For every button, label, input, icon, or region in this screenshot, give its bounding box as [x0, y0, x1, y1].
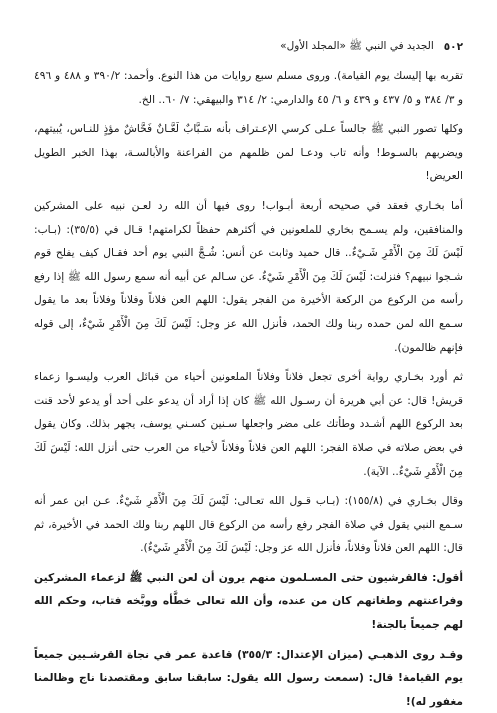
- running-title: الجديد في النبي ﷺ «المجلد الأول»: [280, 39, 434, 52]
- body-paragraph: وقال بخـاري في (١٥٥/٨): (بـاب قـول الله تعـالى: لَيْسَ لَكَ مِنَ الْأَمْرِ شَيْءٌ. عـن ابن عمر أنه سـمع النبي يقول في صلاة الفجر رفع رأسه من الركوع قال اللهم ربنا ولك الحمد في الأخيرة، ثم قال: اللهم العن فلاناً وفلاناً، فأنزل الله عز وجل: لَيْسَ لَكَ مِنَ الْأَمْرِ شَيْءٌ).: [34, 494, 463, 555]
- page-number: ٥٠٢: [443, 41, 463, 53]
- body-paragraph: أما بخـاري فعقد في صحيحه أربعة أبـواب! روى فيها أن الله رد لعـن نبيه على المشركين والمنافقين، ولم يسـمح بخاري للملعونين في أكثرهم حفظاً لكرامتهم! قـال في (٣٥/٥): (بـاب: لَيْسَ لَكَ مِنَ الْأَمْرِ شَـيْءٌ.. قال حميد وثابت عن أنس: شُـجَّ النبي يوم أحد فقـال كيف يفلح قوم شـجوا نبيهم؟ فنزلت: لَيْسَ لَكَ مِنَ الْأَمْرِ شَيْءٌ. عن سـالم عن أبيه أنه سمع رسول الله ﷺ إذا رفع رأسه من الركوع من الركعة الأخيرة من الفجر يقول: اللهم العن فلاناً وفلاناً وفلاناً بعد ما يقول سـمع الله لمن حمده ربنا ولك الحمد، فأنزل الله عز وجل: لَيْسَ لَكَ مِنَ الْأَمْرِ شَيْءٌ، إلى قوله فإنهم ظالمون).: [34, 198, 463, 354]
- body-paragraph: ثم أورد بخـاري رواية أخرى تجعل فلاناً وفلاناً الملعونين أحياء من قبائل العرب وليسـوا زعماء قريش! قال: عن أبي هريرة أن رسـول الله ﷺ كان إذا أراد أن يدعو على أحد أو يدعو لأحد قنت بعد الركوع اللهم أشـدد وطأتك على مضر واجعلها سـنين كسـني يوسف، يجهر بذلك. وكان يقول في بعض صلاته في صلاة الفجر: اللهم العن فلاناً وفلاناً لأحياء من العرب حتى أنزل الله: لَيْسَ لَكَ مِنَ الْأَمْرِ شَيْءٌ.. الآية).: [34, 370, 463, 478]
- footnote-paragraph: تقربه بها إليسك يوم القيامة). وروى مسلم سبع روايات من هذا النوع. وأحمد: ٣٩٠/٢ و ٤٨٨ و ٤٩٦ و ٣/ ٣٨٤ و ٥/ ٤٣٧ و ٤٣٩ و ٦/ ٤٥ والدارمي: ٢/ ٣١٤ والبيهقي: ٧/ ٦٠.. الخ.: [34, 69, 463, 106]
- page-body: [34, 64, 463, 713]
- author-comment-paragraph: أقول: فالقرشيون حتى المسـلمون منهم يرون أن لعن النبي ﷺ لزعماء المشركين وفراعنتهم وطغاتهم كان من عنده، وأن الله تعالى خطَّأه ووبَّخه فتاب، وحكم الله لهم جميعاً بالجنة!: [34, 570, 463, 632]
- author-comment-paragraph: وقـد روى الذهبـي (ميزان الإعتدال: ٣٥٥/٣) قاعدة عمر في نجاة القرشـيين جميعاً يوم القيامة! قال: (سمعت رسول الله يقول: سابقنا سابق ومقتصدنا ناج وظالمنا مغفور له)!: [34, 647, 464, 708]
- body-paragraph: وكلها تصور النبي ﷺ جالساً عـلى كرسي الإعـتراف بأنه سَـبَّابٌ لَعَّـانٌ فَحَّاشٌ مؤذٍ للنـاس، يُبيتهم، ويضربهم بالسـوط! وأنه تاب ودعـا لمن ظلمهم من الفراعنة والأبالسـة، بهذا الخبر الطويل العريض!: [34, 122, 463, 183]
- page-header: [34, 38, 463, 56]
